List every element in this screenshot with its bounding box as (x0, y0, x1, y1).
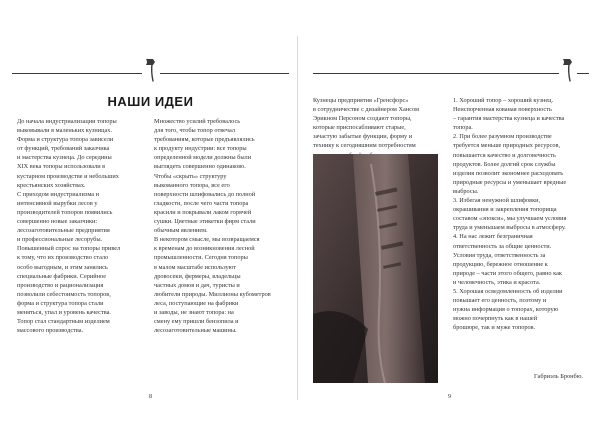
page-number: 9 (447, 393, 452, 400)
body-text-column-1: До начала индустриализации топоры выковывали в маленьких кузницах. Форма и структура топора зависели от функций, требований заказчика и мастерства кузнеца. До середины XIX века топоры использовали в кустарном производстве и небольших крестьянских хозяйствах. С приходом индустриализма и интенсивной вырубки лесов у производителей топоров появились совершенно новые заказчики: лесозаготовительные предприятия и профессиональные лесорубы. Повышенный спрос на топоры привел к тому, что их производство стало особо выгодным, и этим занялись специальные фабрики. Серийное производство и рационализация позволили себестоимость топоров, форма и структура топора стали меняться, упал и уровень качества. Топор стал стандартным изделием массового производства. (17, 118, 121, 335)
axe-head-photo (313, 154, 438, 383)
axe-icon (142, 56, 160, 82)
body-text-column-2: Множество усилий требовалось для того, чтобы топор отвечал требованиям, которые предъявлялись к продукту индустрии: все топоры определенной модели должны были выглядеть совершенно одинаково. Чтобы «скрыть» структуру выкованного топора, все его поверхности шлифовались до полной гладкости, после чего части топора красили и покрывали лаком горячей сушки. Цветные этикетки фирм стали обычным явлением. В некотором смысле, мы возвращаемся к временам до возникновения лесной промышленности. Сегодня топоры в малом масштабе используют дровосеки, фермеры, владельцы частных домов и дач, туристы и любители природы. Миллионы кубометров леса, поступающие на фабрики и заводы, не знают топора: на смену ему пришли бензопила и лесозаготовительные машины. (154, 118, 271, 335)
author-signature: Габриэль Бронбю. (534, 373, 583, 380)
header-rule (313, 73, 589, 74)
axe-icon (559, 56, 577, 82)
page-number: 8 (148, 393, 153, 400)
body-text-column-1: Кузнецы предприятия «Гренсфорс» в сотрудничестве с дизайнером Хансом Эрикном Персоном создают топоры, которые приспосабливают старые, зачастую забытые функции, форму и технику к сегодняшним потребностям (313, 97, 419, 150)
page-title: НАШИ ИДЕИ (107, 94, 194, 109)
principles-text-column: 1. Хороший топор – хороший кузнец. Неиспорченная кованая поверхность – гарантия мастерства кузнеца и качества топора. 2. При более разумном производстве требуется меньше природных ресурсов, повышается качество и долговечность продуктов. Более долгий срок службы изделия позволит экономнее расходовать природные ресурсы и уменьшает вредные выбросы. 3. Избегая ненужной шлифовки, окрашивания и закрепления топорища составом «эпокси», мы улучшаем условия труда и уменьшаем выбросы в атмосферу. 4. На нас лежит безграничная ответственность за общие ценности. Условия труда, ответственность за продукцию, бережное отношение к природе – части этого общего, равно как и человечность, этика и красота. 5. Хорошая осведомленность об изделии повышает его ценность, поэтому и нужна информация о топорах, которую можно почерпнуть как в нашей брошюре, так и муже топоров. (453, 97, 567, 332)
left-page (4, 36, 298, 400)
right-page (303, 36, 596, 400)
photo-image (313, 154, 438, 383)
